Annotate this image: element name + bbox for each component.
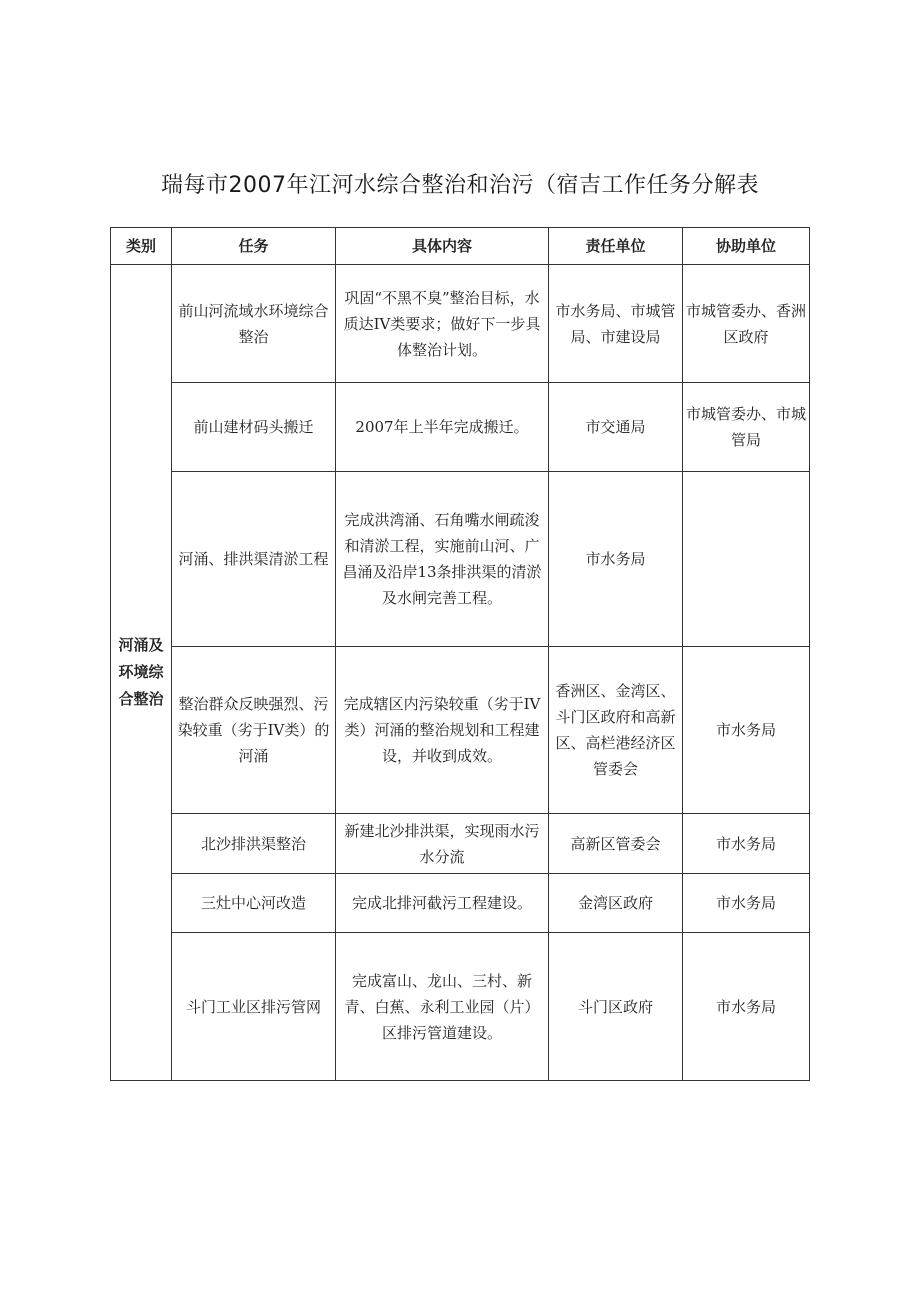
assist-cell: 市水务局 — [683, 874, 810, 933]
header-responsible: 责任单位 — [549, 228, 683, 265]
table-row — [111, 933, 810, 1081]
content-cell: 完成洪湾涌、石角嘴水闸疏浚和清淤工程，实施前山河、广昌涌及沿岸13条排洪渠的清淤及水闸完善工程。 — [336, 472, 549, 647]
content-cell: 完成北排河截污工程建设。 — [336, 874, 549, 933]
table-row — [111, 874, 810, 933]
header-task: 任务 — [172, 228, 336, 265]
table-row — [111, 383, 810, 472]
table-row — [111, 814, 810, 874]
assist-cell: 市城管委办、香洲区政府 — [683, 265, 810, 383]
content-cell: 完成富山、龙山、三村、新青、白蕉、永利工业园（片）区排污管道建设。 — [336, 933, 549, 1081]
content-cell: 新建北沙排洪渠，实现雨水污水分流 — [336, 814, 549, 874]
task-cell: 河涌、排洪渠清淤工程 — [172, 472, 336, 647]
task-cell: 北沙排洪渠整治 — [172, 814, 336, 874]
header-content: 具体内容 — [336, 228, 549, 265]
responsible-cell: 市交通局 — [549, 383, 683, 472]
table-header-row — [111, 228, 810, 265]
task-table — [110, 227, 810, 1081]
assist-cell: 市水务局 — [683, 814, 810, 874]
task-cell: 前山建材码头搬迁 — [172, 383, 336, 472]
responsible-cell: 高新区管委会 — [549, 814, 683, 874]
assist-cell: 市城管委办、市城管局 — [683, 383, 810, 472]
task-cell: 前山河流域水环境综合整治 — [172, 265, 336, 383]
responsible-cell: 香洲区、金湾区、斗门区政府和高新区、高栏港经济区管委会 — [549, 647, 683, 814]
assist-cell: 市水务局 — [683, 933, 810, 1081]
responsible-cell: 市水务局 — [549, 472, 683, 647]
assist-cell: 市水务局 — [683, 647, 810, 814]
table-row — [111, 265, 810, 383]
category-cell: 河涌及环境综合整治 — [111, 265, 172, 1081]
content-cell: 2007年上半年完成搬迁。 — [336, 383, 549, 472]
responsible-cell: 斗门区政府 — [549, 933, 683, 1081]
assist-cell — [683, 472, 810, 647]
content-cell: 巩固“不黑不臭”整治目标，水质达IV类要求；做好下一步具体整治计划。 — [336, 265, 549, 383]
header-assist: 协助单位 — [683, 228, 810, 265]
table-row — [111, 472, 810, 647]
task-cell: 整治群众反映强烈、污染较重（劣于IV类）的河涌 — [172, 647, 336, 814]
page-title: 瑞每市2007年江河水综合整治和治污（宿吉工作任务分解表 — [161, 173, 759, 198]
task-cell: 三灶中心河改造 — [172, 874, 336, 933]
responsible-cell: 金湾区政府 — [549, 874, 683, 933]
content-cell: 完成辖区内污染较重（劣于IV类）河涌的整治规划和工程建设，并收到成效。 — [336, 647, 549, 814]
table-row — [111, 647, 810, 814]
responsible-cell: 市水务局、市城管局、市建设局 — [549, 265, 683, 383]
header-category: 类别 — [111, 228, 172, 265]
task-cell: 斗门工业区排污管网 — [172, 933, 336, 1081]
